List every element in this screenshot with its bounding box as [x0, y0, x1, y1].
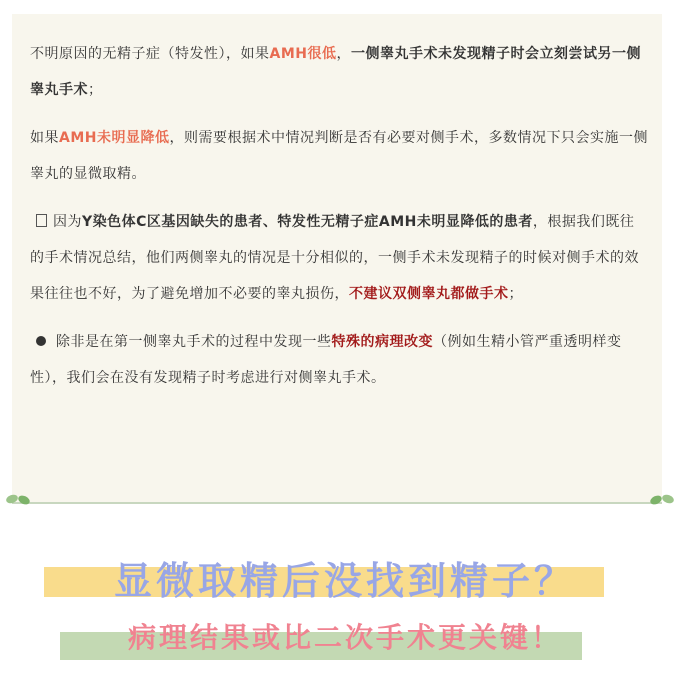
highlight-not-recommended: 不建议双侧睾丸都做手术 — [349, 286, 509, 302]
bold-text: Y染色体C区基因缺失的患者、特发性无精子症AMH未明显降低的患者 — [82, 214, 533, 230]
paragraph-exception — [30, 324, 648, 396]
paragraph-y-deletion — [30, 204, 648, 312]
card-divider — [12, 502, 662, 504]
checkbox-glyph-icon — [36, 214, 47, 227]
highlight-amh-low: AMH很低 — [269, 46, 337, 62]
banner-title: 显微取精后没找到精子？ — [113, 559, 576, 603]
leaf-decoration-icon — [646, 490, 676, 506]
text: 除非是在第一侧睾丸手术的过程中发现一些 — [56, 334, 332, 350]
text: （例如生精小管严重透明样变性），我们会在没有发现精子时考虑进行对侧睾丸手术。 — [30, 334, 622, 386]
paragraph-amh-normal — [30, 120, 648, 192]
paragraph-amh-low — [30, 36, 648, 108]
bullet-dot-icon — [36, 336, 46, 346]
highlight-amh-normal: AMH未明显降低 — [59, 130, 170, 146]
leaf-decoration-icon — [4, 490, 34, 506]
text: 不明原因的无精子症（特发性），如果 — [30, 46, 270, 62]
text: ， — [336, 46, 351, 62]
text: ； — [508, 286, 523, 302]
text: 因为 — [53, 214, 82, 230]
article-body — [30, 36, 648, 408]
text: ； — [88, 82, 103, 98]
text: ，根据我们既往的手术情况总结，他们两侧睾丸的情况是十分相似的，一侧手术未发现精子的时候对侧手术的效果往往也不好，为了避免增加不必要的睾丸损伤， — [30, 214, 639, 302]
banner-subtitle: 病理结果或比二次手术更关键！ — [127, 621, 562, 654]
text: ，则需要根据术中情况判断是否有必要对侧手术，多数情况下只会实施一侧睾丸的显微取精。 — [30, 130, 648, 182]
highlight-pathology: 特殊的病理改变 — [331, 334, 433, 350]
text: 如果 — [30, 130, 59, 146]
bold-text: 一侧睾丸手术未发现精子时会立刻尝试另一侧睾丸手术 — [30, 46, 641, 98]
